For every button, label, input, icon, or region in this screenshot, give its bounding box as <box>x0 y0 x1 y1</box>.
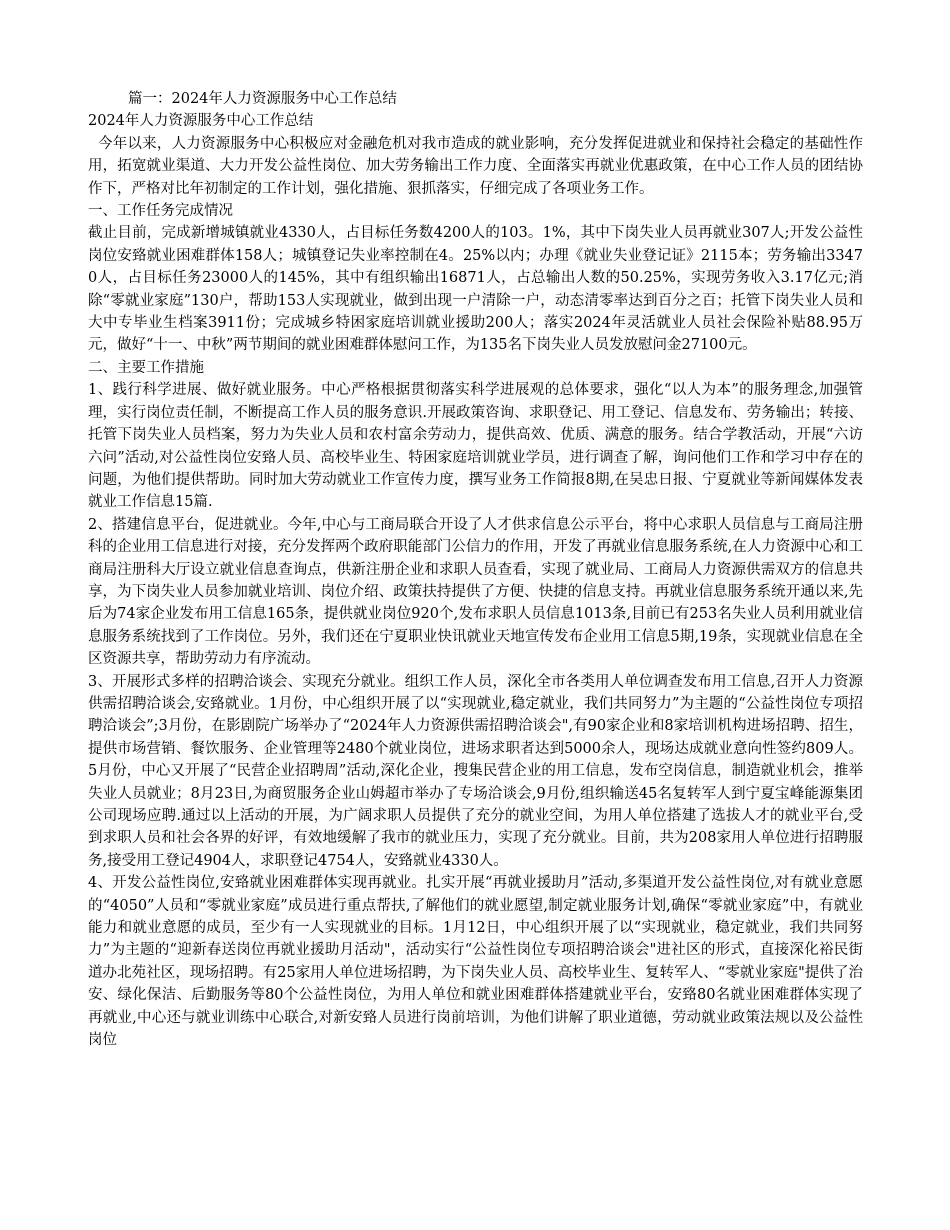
document-heading: 篇一：2024年人力资源服务中心工作总结 <box>128 91 397 107</box>
section-1-body: 截止目前，完成新增城镇就业4330人，占目标任务数4200人的103。1%，其中下岗失业人员再就业307人;开发公益性岗位安臵就业困难群体158人；城镇登记失业率控制在4。25%以内；办理《就业失业登记证》2115本；劳务输出33470人，占目标任务23000人的145%，其中有组织输出16871人，占总输出人数的50.25%，实现劳务收入3.17亿元;消除“零就业家庭”130户，帮助153人实现就业，做到出现一户清除一户，动态清零率达到百分之百；托管下岗失业人员和大中专毕业生档案3911份；完成城乡特困家庭培训就业援助200人；落实2024年灵活就业人员社会保险补贴88.95万元，做好“十一、中秋”两节期间的就业困难群体慰问工作，为135名下岗失业人员发放慰问金27100元。 <box>88 225 863 354</box>
document-page <box>88 88 863 1051</box>
section-heading-2: 二、主要工作措施 <box>88 359 204 376</box>
intro-paragraph: 今年以来，人力资源服务中心积极应对金融危机对我市造成的就业影响，充分发挥促进就业和保持社会稳定的基础性作用，拓宽就业渠道、大力开发公益性岗位、加大劳务输出工作力度、全面落实再就业优惠政策，在中心工作人员的团结协作下，严格对比年初制定的工作计划，强化措施、狠抓落实，仔细完成了各项业务工作。 <box>88 135 863 197</box>
document-title: 2024年人力资源服务中心工作总结 <box>88 113 314 130</box>
measure-item-3: 3、开展形式多样的招聘洽谈会、实现充分就业。组织工作人员，深化全市各类用人单位调查发布用工信息,召开人力资源供需招聘洽谈会,安臵就业。1月份，中心组织开展了以“实现就业,稳定就业，我们共同努力”为主题的“公益性岗位专项招聘洽谈会”;3月份，在影剧院广场举办了“2024年人力资源供需招聘洽谈会",有90家企业和8家培训机构进场招聘、招生，提供市场营销、餐饮服务、企业管理等2480个就业岗位，进场求职者达到5000余人，现场达成就业意向性签约809人。5月份，中心又开展了“民营企业招聘周”活动,深化企业，搜集民营企业的用工信息，发布空岗信息，制造就业机会，推举失业人员就业；8月23日,为商贸服务企业山姆超市举办了专场洽谈会,9月份,组织输送45名复转军人到宁夏宝峰能源集团公司现场应聘.通过以上活动的开展，为广阔求职人员提供了充分的就业空间，为用人单位搭建了选拔人才的就业平台,受到求职人员和社会各界的好评，有效地缓解了我市的就业压力，实现了充分就业。目前，共为208家用人单位进行招聘服务,接受用工登记4904人，求职登记4754人，安臵就业4330人。 <box>88 673 863 869</box>
measure-item-4: 4、开发公益性岗位,安臵就业困难群体实现再就业。扎实开展“再就业援助月”活动,多渠道开发公益性岗位,对有就业意愿的“4050”人员和“零就业家庭”成员进行重点帮扶,了解他们的就业愿望,制定就业服务计划,确保“零就业家庭”中，有就业能力和就业意愿的成员，至少有一人实现就业的目标。1月12日，中心组织开展了以“实现就业，稳定就业，我们共同努力”为主题的“迎新春送岗位再就业援助月活动"，活动实行“公益性岗位专项招聘洽谈会"进社区的形式，直接深化裕民街道办北苑社区，现场招聘。有25家用人单位进场招聘，为下岗失业人员、高校毕业生、复转军人、“零就业家庭"提供了治安、绿化保洁、后勤服务等80个公益性岗位，为用人单位和就业困难群体搭建就业平台，安臵80名就业困难群体实现了再就业,中心还与就业训练中心联合,对新安臵人员进行岗前培训，为他们讲解了职业道德，劳动就业政策法规以及公益性岗位 <box>88 875 863 1049</box>
measure-item-2: 2、搭建信息平台，促进就业。今年,中心与工商局联合开设了人才供求信息公示平台，将中心求职人员信息与工商局注册科的企业用工信息进行对接，充分发挥两个政府职能部门公信力的作用，开发了再就业信息服务系统,在人力资源中心和工商局注册科大厅设立就业信息查询点，供新注册企业和求职人员查看，实现了就业局、工商局人力资源供需双方的信息共享，为下岗失业人员参加就业培训、岗位介绍、政策扶持提供了方便、快捷的信息支持。再就业信息服务系统开通以来,先后为74家企业发布用工信息165条，提供就业岗位920个,发布求职人员信息1013条,目前已有253名失业人员利用就业信息服务系统找到了工作岗位。另外，我们还在宁夏职业快讯就业天地宣传发布企业用工信息5期,19条，实现就业信息在全区资源共享，帮助劳动力有序流动。 <box>88 516 863 668</box>
section-heading-1: 一、工作任务完成情况 <box>88 203 233 220</box>
measure-item-1: 1、践行科学进展、做好就业服务。中心严格根据贯彻落实科学进展观的总体要求，强化“以人为本”的服务理念,加强管理，实行岗位责任制，不断提高工作人员的服务意识.开展政策咨询、求职登记、用工登记、信息发布、劳务输出；转接、托管下岗失业人员档案，努力为失业人员和农村富余劳动力，提供高效、优质、满意的服务。结合学教活动，开展“六访六问”活动,对公益性岗位安臵人员、高校毕业生、特困家庭培训就业学员，进行调查了解，询问他们工作和学习中存在的问题，为他们提供帮助。同时加大劳动就业工作宣传力度，撰写业务工作简报8期,在吴忠日报、宁夏就业等新闻媒体发表就业工作信息15篇. <box>88 382 863 511</box>
